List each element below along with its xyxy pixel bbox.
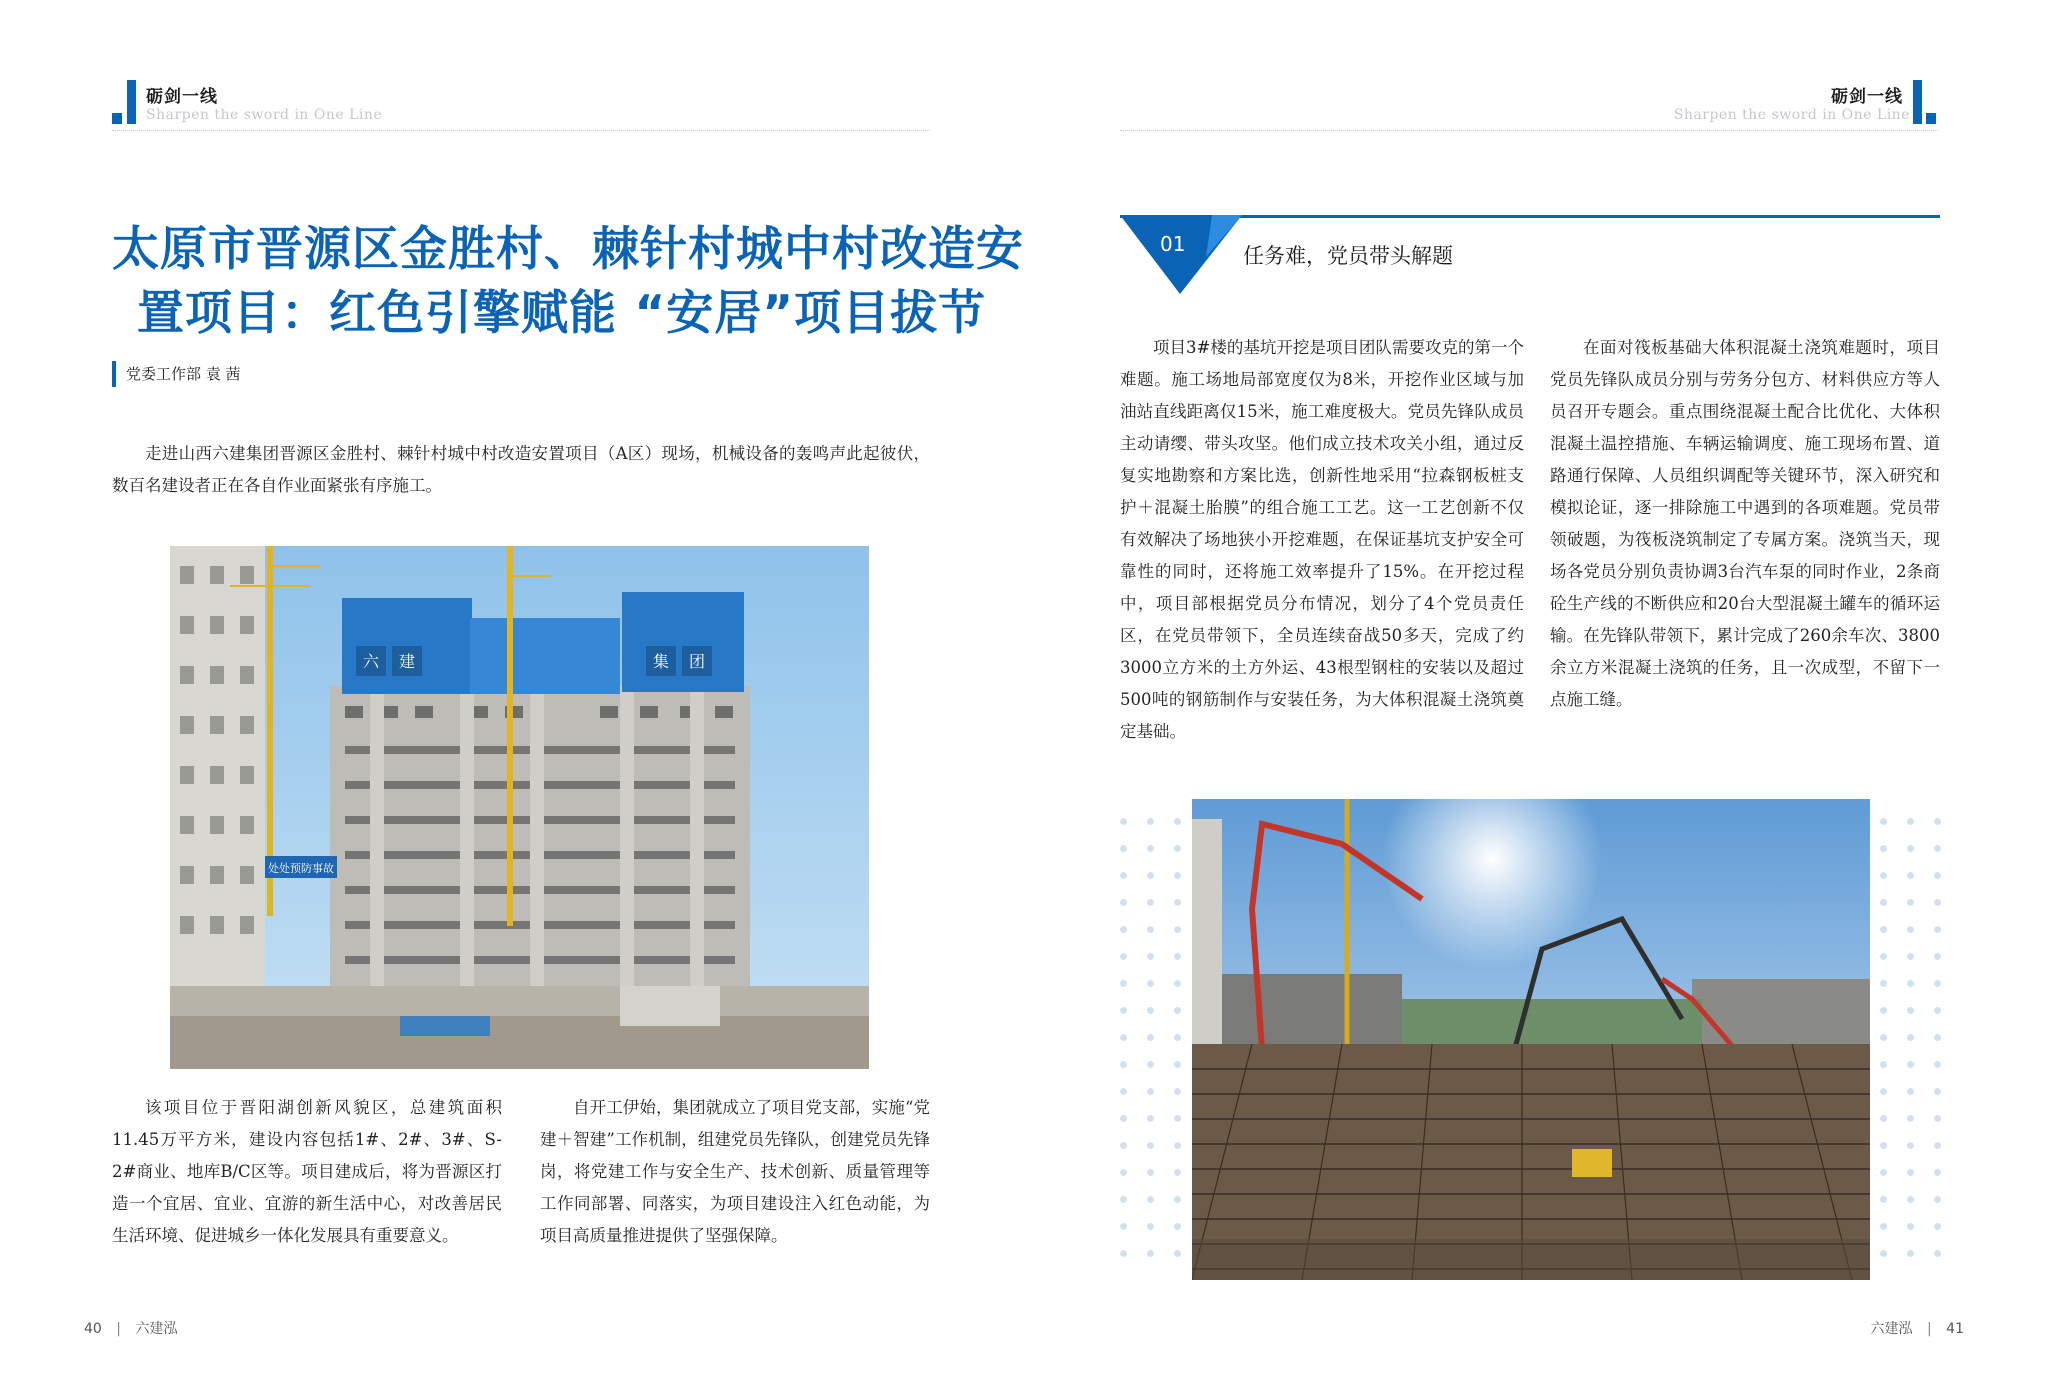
page-number: 40 — [84, 1321, 102, 1337]
header-section-title: 砺剑一线 — [146, 87, 218, 107]
decorative-dot-pattern — [1870, 808, 1950, 1268]
header-accent-bar — [1913, 80, 1922, 124]
page-number: 41 — [1946, 1321, 1964, 1337]
magazine-name: 六建泓 — [135, 1321, 178, 1337]
header-rule — [1120, 130, 1938, 131]
header-accent-square — [112, 113, 122, 124]
left-column-paragraph-2: 自开工伊始，集团就成立了项目党支部，实施“党建＋智建”工作机制，组建党员先锋队，创建党员先锋岗，将党建工作与安全生产、技术创新、质量管理等工作同部署、同落实，为项目建设注入红色动能，为项目高质量推进提供了坚强保障。 — [540, 1098, 930, 1245]
section-number: 01 — [1160, 232, 1186, 256]
header-rule — [112, 130, 930, 131]
left-footer: 40 | 六建泓 — [84, 1321, 178, 1337]
byline: 党委工作部 袁 茜 — [126, 365, 241, 383]
magazine-name: 六建泓 — [1870, 1321, 1913, 1337]
wrap-char: 建 — [398, 652, 416, 671]
byline-accent — [112, 361, 116, 387]
right-column-paragraph-1: 项目3#楼的基坑开挖是项目团队需要攻克的第一个难题。施工场地局部宽度仅为8米，开挖作业区域与加油站直线距离仅15米，施工难度极大。党员先锋队成员主动请缨、带头攻坚。他们成立技术攻关小组，通过反复实地勘察和方案比选，创新性地采用“拉森钢板桩支护＋混凝土胎膜”的组合施工工艺。这一工艺创新不仅有效解决了场地狭小开挖难题，在保证基坑支护安全可靠性的同时，还将施工效率提升了15%。在开挖过程中，项目部根据党员分布情况，划分了4个党员责任区，在党员带领下，全员连续奋战50多天，完成了约3000立方米的土方外运、43根型钢柱的安装以及超过500吨的钢筋制作与安装任务，为大体积混凝土浇筑奠定基础。 — [1120, 338, 1524, 741]
right-footer: 六建泓 | 41 — [1870, 1321, 1964, 1337]
section-title: 任务难，党员带头解题 — [1243, 244, 1453, 268]
title-line-1: 太原市晋源区金胜村、棘针村城中村改造安 — [112, 222, 1024, 277]
intro-paragraph: 走进山西六建集团晋源区金胜村、棘针村城中村改造安置项目（A区）现场，机械设备的轰鸣声此起彼伏，数百名建设者正在各自作业面紧张有序施工。 — [112, 444, 930, 495]
safety-banner-text: 处处预防事故 — [268, 862, 334, 875]
header-accent-square — [1926, 113, 1936, 124]
header-section-title: 砺剑一线 — [1831, 87, 1903, 107]
foundation-pour-photo — [1192, 799, 1870, 1280]
decorative-dot-pattern — [1110, 808, 1190, 1268]
header-accent-bar — [127, 80, 136, 124]
title-line-2: 置项目：红色引擎赋能 “安居”项目拔节 — [137, 286, 987, 341]
section-header-rule — [1120, 215, 1940, 218]
wrap-char: 集 — [652, 652, 670, 671]
left-column-paragraph-1: 该项目位于晋阳湖创新风貌区，总建筑面积11.45万平方米，建设内容包括1#、2#、3#、S-2#商业、地库B/C区等。项目建成后，将为晋源区打造一个宜居、宜业、宜游的新生活中心，对改善居民生活环境、促进城乡一体化发展具有重要意义。 — [112, 1098, 502, 1245]
header-section-subtitle: Sharpen the sword in One Line — [146, 107, 383, 123]
construction-building-photo — [170, 546, 869, 1069]
right-column-paragraph-2: 在面对筏板基础大体积混凝土浇筑难题时，项目党员先锋队成员分别与劳务分包方、材料供应方等人员召开专题会。重点围绕混凝土配合比优化、大体积混凝土温控措施、车辆运输调度、施工现场布置、道路通行保障、人员组织调配等关键环节，深入研究和模拟论证，逐一排除施工中遇到的各项难题。党员带领破题，为筏板浇筑制定了专属方案。浇筑当天，现场各党员分别负责协调3台汽车泵的同时作业，2条商砼生产线的不断供应和20台大型混凝土罐车的循环运输。在先锋队带领下，累计完成了260余车次、3800余立方米混凝土浇筑的任务，且一次成型，不留下一点施工缝。 — [1550, 338, 1940, 709]
wrap-char: 团 — [688, 652, 706, 671]
header-section-subtitle: Sharpen the sword in One Line — [1673, 107, 1910, 123]
wrap-char: 六 — [362, 652, 380, 671]
